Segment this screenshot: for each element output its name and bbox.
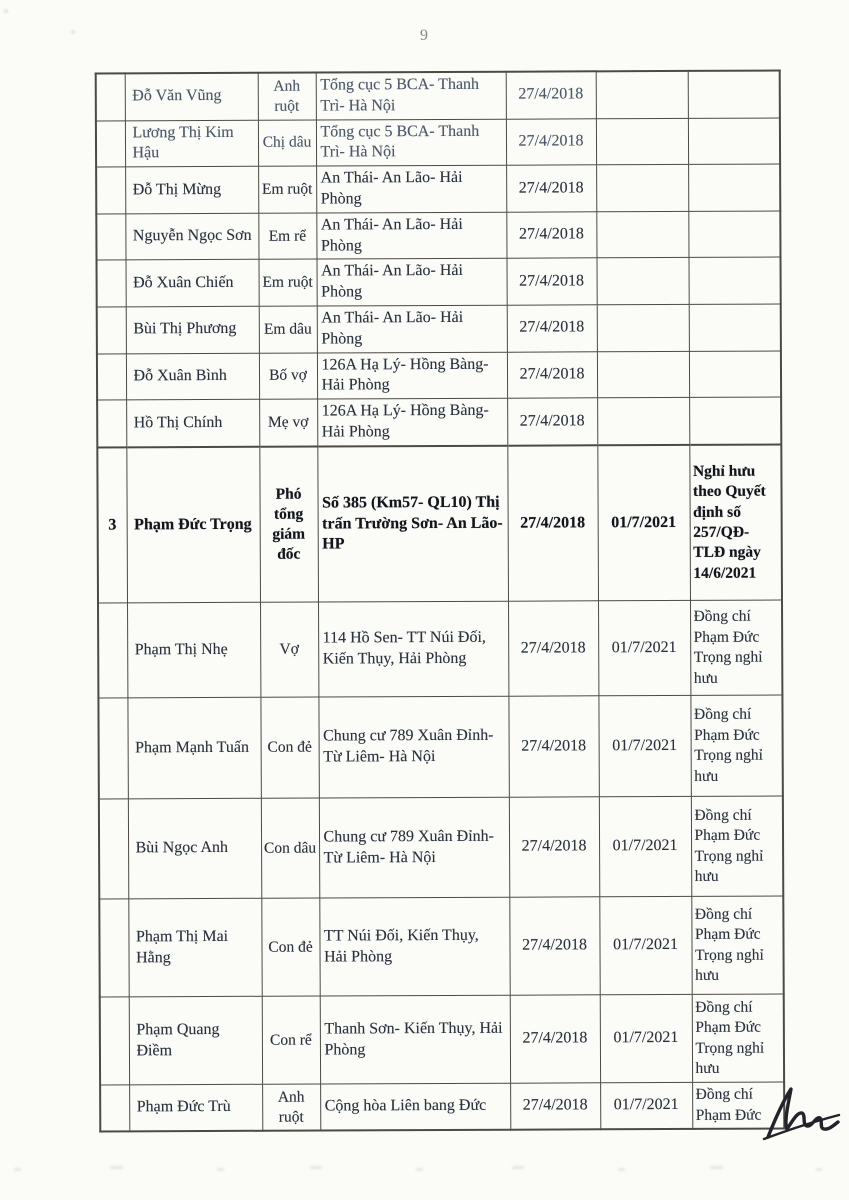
cell-note [689, 257, 781, 304]
cell-name: Đỗ Thị Mừng [125, 166, 258, 213]
cell-date-first: 27/4/2018 [507, 351, 597, 398]
page-number: 9 [420, 27, 429, 44]
cell-relationship: Anh ruột [262, 1084, 320, 1131]
cell-note: Đồng chí Phạm Đức [692, 1082, 784, 1129]
cell-index [97, 260, 126, 307]
table-row [98, 695, 782, 799]
cell-name: Hồ Thị Chính [126, 399, 259, 447]
cell-index: 3 [97, 447, 127, 603]
cell-relationship: Con đẻ [261, 898, 319, 996]
table-row [96, 71, 780, 121]
scan-artifact [14, 1168, 21, 1171]
cell-date-second [596, 211, 688, 258]
table-row [97, 397, 781, 447]
cell-relationship: Anh ruột [258, 73, 316, 120]
cell-note: Đồng chí Phạm Đức Trọng nghỉ hưu [692, 994, 784, 1082]
table-row [99, 896, 783, 997]
cell-note [688, 211, 780, 258]
cell-name: Đỗ Xuân Bình [126, 353, 259, 400]
scan-artifact [310, 1166, 322, 1169]
cell-name: Nguyễn Ngọc Sơn [125, 213, 258, 260]
cell-relationship: Chị dâu [258, 120, 316, 167]
cell-index [100, 1085, 129, 1132]
cell-date-second [597, 398, 689, 445]
cell-date-second: 01/7/2021 [597, 445, 690, 601]
cell-date-first: 27/4/2018 [508, 601, 598, 696]
cell-address: 126A Hạ Lý- Hồng Bàng- Hải Phòng [317, 352, 507, 399]
cell-date-second: 01/7/2021 [599, 897, 691, 995]
cell-relationship: Em dâu [259, 306, 317, 353]
cell-note: Đồng chí Phạm Đức Trọng nghỉ hưu [691, 896, 783, 994]
cell-date-second [597, 351, 689, 398]
cell-name: Đỗ Xuân Chiến [126, 260, 259, 307]
cell-date-first: 27/4/2018 [506, 118, 596, 165]
cell-date-first: 27/4/2018 [507, 445, 598, 601]
scan-artifact [4, 9, 8, 13]
handwritten-signature [761, 1084, 843, 1144]
cell-index [96, 73, 125, 120]
cell-date-first: 27/4/2018 [507, 258, 597, 305]
cell-index [97, 353, 126, 400]
cell-address: Chung cư 789 Xuân Đỉnh- Từ Liêm- Hà Nội [319, 797, 509, 898]
cell-address: Tổng cục 5 BCA- Thanh Trì- Hà Nội [316, 72, 506, 120]
table-row [100, 994, 784, 1085]
cell-date-first: 27/4/2018 [507, 305, 597, 352]
cell-note: Đồng chí Phạm Đức Trọng nghỉ hưu [691, 796, 783, 896]
table-row [97, 304, 781, 354]
cell-date-first: 27/4/2018 [510, 1083, 600, 1130]
cell-index [98, 698, 127, 799]
table-row [97, 444, 782, 603]
cell-address: An Thái- An Lão- Hải Phòng [317, 259, 507, 306]
cell-date-second [597, 258, 689, 305]
table-row [96, 164, 780, 214]
cell-relationship: Vợ [260, 602, 318, 697]
cell-relationship: Mẹ vợ [259, 399, 317, 446]
scan-artifact [816, 1168, 822, 1171]
cell-relationship: Em rể [258, 213, 316, 260]
cell-note [689, 304, 781, 351]
cell-name: Phạm Thị Mai Hằng [128, 899, 261, 998]
cell-address: An Thái- An Lão- Hải Phòng [316, 165, 506, 212]
cell-relationship: Phó tổng giám đốc [259, 446, 318, 602]
scan-artifact [710, 1166, 723, 1169]
cell-address: TT Núi Đối, Kiến Thụy, Hải Phòng [319, 897, 509, 996]
cell-address: Số 385 (Km57- QL10) Thị trấn Trường Sơn- An Lão- HP [317, 445, 508, 602]
cell-relationship: Em ruột [259, 259, 317, 306]
cell-index [99, 799, 128, 899]
cell-name: Đỗ Văn Vũng [125, 73, 258, 121]
cell-name: Phạm Quang Điềm [129, 997, 262, 1086]
cell-date-second [596, 118, 688, 165]
cell-date-first: 27/4/2018 [506, 212, 596, 259]
scan-artifact [71, 30, 75, 34]
cell-address: Thanh Sơn- Kiến Thụy, Hải Phòng [320, 995, 510, 1084]
cell-index [96, 120, 125, 167]
cell-note [689, 351, 781, 398]
cell-date-second [597, 304, 689, 351]
cell-relationship: Con dâu [261, 798, 319, 898]
cell-index [96, 214, 125, 261]
cell-date-second: 01/7/2021 [600, 995, 692, 1083]
cell-relationship: Con đẻ [260, 697, 318, 798]
cell-note [689, 397, 781, 444]
cell-date-second: 01/7/2021 [600, 1083, 692, 1130]
cell-index [97, 400, 126, 447]
cell-note [688, 118, 780, 165]
cell-date-second: 01/7/2021 [598, 696, 690, 797]
cell-relationship: Bố vợ [259, 353, 317, 400]
cell-name: Bùi Thị Phương [126, 306, 259, 353]
cell-relationship: Con rể [262, 996, 320, 1084]
cell-address: An Thái- An Lão- Hải Phòng [317, 305, 507, 352]
cell-date-second [596, 165, 688, 212]
table-row [100, 1082, 784, 1131]
cell-note: Nghỉ hưu theo Quyết định số 257/QĐ- TLĐ ngày 14/6/2021 [689, 444, 782, 600]
table-row [97, 351, 781, 401]
cell-name: Phạm Mạnh Tuấn [127, 698, 260, 800]
cell-name: Phạm Thị Nhẹ [127, 603, 260, 699]
family-table-body [96, 71, 785, 1132]
scan-artifact [110, 1166, 123, 1169]
cell-note: Đồng chí Phạm Đức Trọng nghỉ hưu [690, 600, 782, 695]
cell-name: Bùi Ngọc Anh [128, 799, 261, 900]
cell-relationship: Em ruột [258, 166, 316, 213]
table-row [97, 257, 781, 307]
cell-name: Phạm Đức Trọng [126, 447, 260, 604]
cell-name: Lương Thị Kim Hậu [125, 120, 258, 167]
scan-artifact [618, 1168, 625, 1171]
cell-date-first: 27/4/2018 [506, 71, 596, 118]
cell-name: Phạm Đức Trù [129, 1085, 262, 1132]
cell-note [688, 71, 780, 118]
cell-date-first: 27/4/2018 [507, 398, 597, 445]
cell-date-first: 27/4/2018 [506, 165, 596, 212]
cell-index [96, 167, 125, 214]
cell-address: 114 Hồ Sen- TT Núi Đối, Kiến Thụy, Hải Phòng [318, 601, 508, 697]
scan-artifact [512, 1166, 524, 1169]
cell-date-first: 27/4/2018 [508, 696, 598, 797]
table-row [96, 211, 780, 261]
cell-date-first: 27/4/2018 [509, 797, 599, 897]
cell-index [97, 307, 126, 354]
cell-date-second: 01/7/2021 [598, 601, 690, 696]
family-relations-table [95, 70, 786, 1133]
table-row [98, 600, 782, 698]
scan-artifact [217, 1168, 224, 1171]
cell-index [99, 899, 128, 997]
cell-date-first: 27/4/2018 [509, 897, 599, 995]
cell-note: Đồng chí Phạm Đức Trọng nghỉ hưu [690, 695, 782, 796]
cell-index [98, 603, 127, 698]
cell-address: Chung cư 789 Xuân Đỉnh- Từ Liêm- Hà Nội [318, 696, 508, 798]
table-row [96, 118, 780, 168]
cell-address: An Thái- An Lão- Hải Phòng [316, 212, 506, 259]
cell-date-second [596, 71, 688, 118]
cell-address: 126A Hạ Lý- Hồng Bàng- Hải Phòng [317, 398, 507, 446]
cell-address: Cộng hòa Liên bang Đức [320, 1083, 510, 1130]
table-row [99, 796, 783, 899]
cell-note [688, 164, 780, 211]
scan-artifact [416, 1168, 423, 1171]
cell-address: Tổng cục 5 BCA- Thanh Trì- Hà Nội [316, 119, 506, 166]
cell-date-second: 01/7/2021 [599, 797, 691, 897]
cell-date-first: 27/4/2018 [510, 995, 600, 1083]
cell-index [100, 997, 129, 1085]
